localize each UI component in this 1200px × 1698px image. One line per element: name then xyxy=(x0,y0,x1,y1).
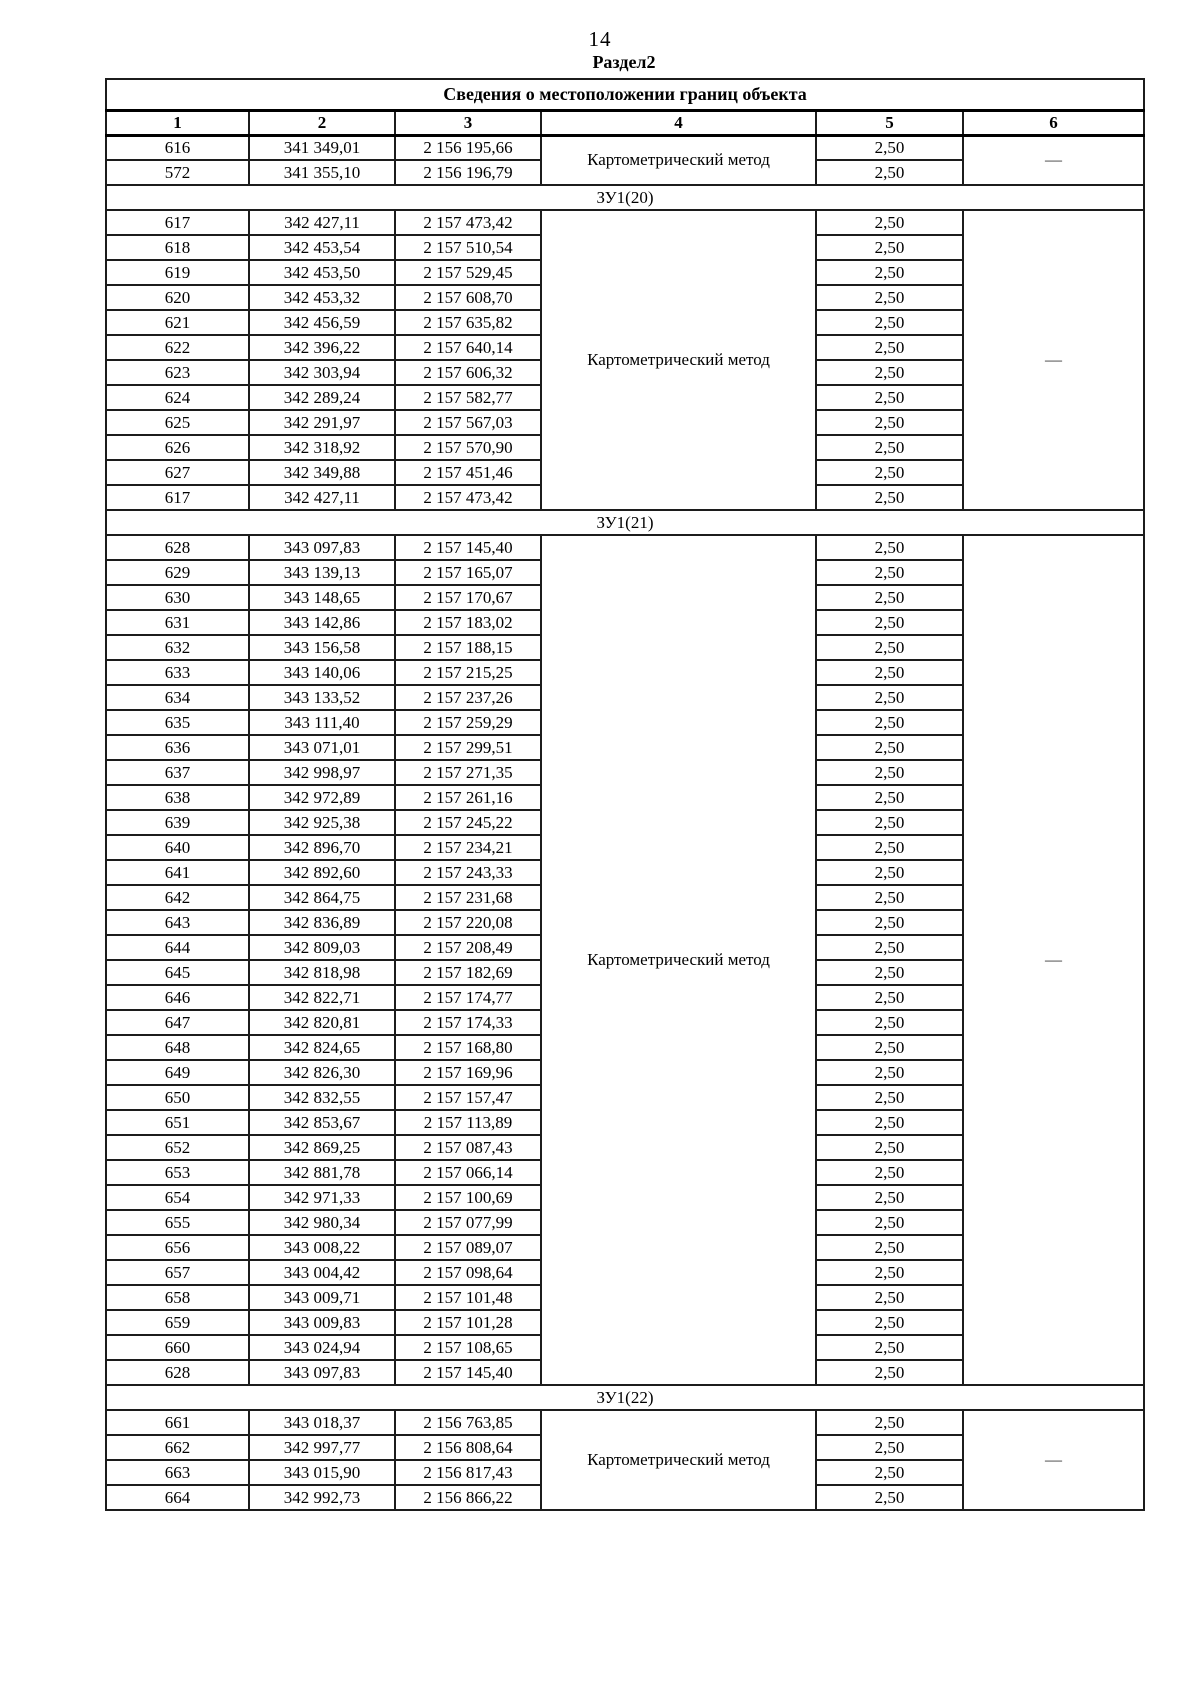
boundaries-table xyxy=(105,78,1145,1511)
coordinate-x-cell: 343 097,83 xyxy=(249,1360,395,1385)
boundary-note-cell: — xyxy=(963,1410,1144,1510)
point-number-cell: 646 xyxy=(106,985,249,1010)
coordinate-y-cell: 2 157 165,07 xyxy=(395,560,541,585)
precision-cell: 2,50 xyxy=(816,1485,963,1510)
column-header-row xyxy=(106,110,1144,135)
point-number-cell: 618 xyxy=(106,235,249,260)
point-number-cell: 664 xyxy=(106,1485,249,1510)
point-number-cell: 634 xyxy=(106,685,249,710)
table-title: Сведения о местоположении границ объекта xyxy=(106,79,1144,110)
coordinate-y-cell: 2 157 174,77 xyxy=(395,985,541,1010)
precision-cell: 2,50 xyxy=(816,1360,963,1385)
coordinate-y-cell: 2 157 101,48 xyxy=(395,1285,541,1310)
point-number-cell: 572 xyxy=(106,160,249,185)
precision-cell: 2,50 xyxy=(816,960,963,985)
precision-cell: 2,50 xyxy=(816,785,963,810)
precision-cell: 2,50 xyxy=(816,160,963,185)
coordinate-y-cell: 2 157 473,42 xyxy=(395,210,541,235)
coordinate-y-cell: 2 157 087,43 xyxy=(395,1135,541,1160)
precision-cell: 2,50 xyxy=(816,660,963,685)
coordinate-y-cell: 2 157 113,89 xyxy=(395,1110,541,1135)
precision-cell: 2,50 xyxy=(816,1285,963,1310)
point-number-cell: 619 xyxy=(106,260,249,285)
precision-cell: 2,50 xyxy=(816,410,963,435)
precision-cell: 2,50 xyxy=(816,1135,963,1160)
coordinate-y-cell: 2 157 168,80 xyxy=(395,1035,541,1060)
point-number-cell: 621 xyxy=(106,310,249,335)
point-number-cell: 629 xyxy=(106,560,249,585)
coordinate-row xyxy=(106,135,1144,160)
precision-cell: 2,50 xyxy=(816,860,963,885)
precision-cell: 2,50 xyxy=(816,685,963,710)
precision-cell: 2,50 xyxy=(816,1160,963,1185)
point-number-cell: 652 xyxy=(106,1135,249,1160)
coordinate-y-cell: 2 157 077,99 xyxy=(395,1210,541,1235)
point-number-cell: 626 xyxy=(106,435,249,460)
coordinate-x-cell: 342 822,71 xyxy=(249,985,395,1010)
precision-cell: 2,50 xyxy=(816,285,963,310)
precision-cell: 2,50 xyxy=(816,1085,963,1110)
precision-cell: 2,50 xyxy=(816,1335,963,1360)
coordinate-y-cell: 2 157 098,64 xyxy=(395,1260,541,1285)
coordinate-x-cell: 342 820,81 xyxy=(249,1010,395,1035)
precision-cell: 2,50 xyxy=(816,460,963,485)
precision-cell: 2,50 xyxy=(816,435,963,460)
boundary-note-cell: — xyxy=(963,535,1144,1385)
coordinate-row xyxy=(106,535,1144,560)
point-number-cell: 632 xyxy=(106,635,249,660)
coordinate-y-cell: 2 157 215,25 xyxy=(395,660,541,685)
coordinate-y-cell: 2 157 066,14 xyxy=(395,1160,541,1185)
coordinate-y-cell: 2 156 817,43 xyxy=(395,1460,541,1485)
coordinate-y-cell: 2 157 170,67 xyxy=(395,585,541,610)
point-number-cell: 633 xyxy=(106,660,249,685)
coordinate-y-cell: 2 157 473,42 xyxy=(395,485,541,510)
point-number-cell: 639 xyxy=(106,810,249,835)
point-number-cell: 657 xyxy=(106,1260,249,1285)
point-number-cell: 627 xyxy=(106,460,249,485)
precision-cell: 2,50 xyxy=(816,1410,963,1435)
parcel-section-row xyxy=(106,1385,1144,1410)
coordinate-y-cell: 2 156 866,22 xyxy=(395,1485,541,1510)
precision-cell: 2,50 xyxy=(816,260,963,285)
column-header: 1 xyxy=(106,110,249,135)
point-number-cell: 651 xyxy=(106,1110,249,1135)
coordinate-y-cell: 2 157 529,45 xyxy=(395,260,541,285)
coordinate-x-cell: 342 826,30 xyxy=(249,1060,395,1085)
precision-cell: 2,50 xyxy=(816,1235,963,1260)
point-number-cell: 663 xyxy=(106,1460,249,1485)
precision-cell: 2,50 xyxy=(816,310,963,335)
coordinate-y-cell: 2 157 145,40 xyxy=(395,1360,541,1385)
coordinate-x-cell: 342 881,78 xyxy=(249,1160,395,1185)
point-number-cell: 636 xyxy=(106,735,249,760)
point-number-cell: 647 xyxy=(106,1010,249,1035)
method-cell: Картометрический метод xyxy=(541,135,816,185)
coordinate-x-cell: 342 972,89 xyxy=(249,785,395,810)
precision-cell: 2,50 xyxy=(816,560,963,585)
coordinate-x-cell: 342 824,65 xyxy=(249,1035,395,1060)
coordinate-x-cell: 342 456,59 xyxy=(249,310,395,335)
point-number-cell: 660 xyxy=(106,1335,249,1360)
precision-cell: 2,50 xyxy=(816,585,963,610)
point-number-cell: 637 xyxy=(106,760,249,785)
coordinate-y-cell: 2 157 640,14 xyxy=(395,335,541,360)
coordinate-x-cell: 343 140,06 xyxy=(249,660,395,685)
point-number-cell: 653 xyxy=(106,1160,249,1185)
coordinate-x-cell: 343 008,22 xyxy=(249,1235,395,1260)
coordinate-x-cell: 342 427,11 xyxy=(249,210,395,235)
column-header: 2 xyxy=(249,110,395,135)
coordinate-x-cell: 342 396,22 xyxy=(249,335,395,360)
coordinate-y-cell: 2 157 234,21 xyxy=(395,835,541,860)
coordinate-x-cell: 342 818,98 xyxy=(249,960,395,985)
method-cell: Картометрический метод xyxy=(541,210,816,510)
table-title-row xyxy=(106,79,1144,110)
parcel-section-label: ЗУ1(21) xyxy=(106,510,1144,535)
precision-cell: 2,50 xyxy=(816,835,963,860)
coordinate-y-cell: 2 157 259,29 xyxy=(395,710,541,735)
precision-cell: 2,50 xyxy=(816,210,963,235)
point-number-cell: 648 xyxy=(106,1035,249,1060)
coordinate-x-cell: 342 453,54 xyxy=(249,235,395,260)
coordinate-y-cell: 2 157 237,26 xyxy=(395,685,541,710)
coordinate-x-cell: 343 156,58 xyxy=(249,635,395,660)
precision-cell: 2,50 xyxy=(816,1260,963,1285)
table-body xyxy=(106,135,1144,1510)
coordinate-x-cell: 342 853,67 xyxy=(249,1110,395,1135)
coordinate-x-cell: 343 004,42 xyxy=(249,1260,395,1285)
precision-cell: 2,50 xyxy=(816,735,963,760)
coordinate-y-cell: 2 157 608,70 xyxy=(395,285,541,310)
point-number-cell: 622 xyxy=(106,335,249,360)
method-cell: Картометрический метод xyxy=(541,1410,816,1510)
coordinate-y-cell: 2 157 174,33 xyxy=(395,1010,541,1035)
point-number-cell: 659 xyxy=(106,1310,249,1335)
column-header: 3 xyxy=(395,110,541,135)
precision-cell: 2,50 xyxy=(816,535,963,560)
point-number-cell: 643 xyxy=(106,910,249,935)
precision-cell: 2,50 xyxy=(816,360,963,385)
point-number-cell: 616 xyxy=(106,135,249,160)
coordinate-x-cell: 342 303,94 xyxy=(249,360,395,385)
coordinate-x-cell: 342 971,33 xyxy=(249,1185,395,1210)
section-heading: Раздел2 xyxy=(592,52,656,72)
precision-cell: 2,50 xyxy=(816,610,963,635)
coordinate-x-cell: 342 869,25 xyxy=(249,1135,395,1160)
parcel-section-row xyxy=(106,185,1144,210)
coordinate-y-cell: 2 157 299,51 xyxy=(395,735,541,760)
coordinate-x-cell: 343 071,01 xyxy=(249,735,395,760)
coordinate-y-cell: 2 157 169,96 xyxy=(395,1060,541,1085)
coordinate-y-cell: 2 157 188,15 xyxy=(395,635,541,660)
precision-cell: 2,50 xyxy=(816,1010,963,1035)
point-number-cell: 644 xyxy=(106,935,249,960)
coordinate-x-cell: 343 133,52 xyxy=(249,685,395,710)
precision-cell: 2,50 xyxy=(816,1460,963,1485)
coordinate-x-cell: 342 892,60 xyxy=(249,860,395,885)
coordinate-y-cell: 2 157 183,02 xyxy=(395,610,541,635)
coordinate-x-cell: 343 009,83 xyxy=(249,1310,395,1335)
precision-cell: 2,50 xyxy=(816,385,963,410)
coordinate-x-cell: 342 992,73 xyxy=(249,1485,395,1510)
precision-cell: 2,50 xyxy=(816,235,963,260)
point-number-cell: 630 xyxy=(106,585,249,610)
precision-cell: 2,50 xyxy=(816,710,963,735)
parcel-section-row xyxy=(106,510,1144,535)
point-number-cell: 617 xyxy=(106,485,249,510)
coordinate-x-cell: 342 453,50 xyxy=(249,260,395,285)
coordinate-x-cell: 343 111,40 xyxy=(249,710,395,735)
boundary-note-cell: — xyxy=(963,210,1144,510)
precision-cell: 2,50 xyxy=(816,985,963,1010)
coordinate-row xyxy=(106,1410,1144,1435)
coordinate-y-cell: 2 157 157,47 xyxy=(395,1085,541,1110)
precision-cell: 2,50 xyxy=(816,760,963,785)
coordinate-x-cell: 343 024,94 xyxy=(249,1335,395,1360)
coordinate-y-cell: 2 157 635,82 xyxy=(395,310,541,335)
precision-cell: 2,50 xyxy=(816,1310,963,1335)
coordinate-x-cell: 342 836,89 xyxy=(249,910,395,935)
precision-cell: 2,50 xyxy=(816,1110,963,1135)
coordinate-y-cell: 2 157 243,33 xyxy=(395,860,541,885)
coordinate-y-cell: 2 157 182,69 xyxy=(395,960,541,985)
coordinate-x-cell: 343 015,90 xyxy=(249,1460,395,1485)
coordinate-y-cell: 2 157 271,35 xyxy=(395,760,541,785)
coordinate-x-cell: 342 291,97 xyxy=(249,410,395,435)
point-number-cell: 650 xyxy=(106,1085,249,1110)
precision-cell: 2,50 xyxy=(816,935,963,960)
precision-cell: 2,50 xyxy=(816,1435,963,1460)
coordinate-y-cell: 2 157 582,77 xyxy=(395,385,541,410)
coordinate-x-cell: 342 925,38 xyxy=(249,810,395,835)
coordinate-x-cell: 343 142,86 xyxy=(249,610,395,635)
point-number-cell: 628 xyxy=(106,535,249,560)
coordinate-y-cell: 2 157 245,22 xyxy=(395,810,541,835)
point-number-cell: 638 xyxy=(106,785,249,810)
precision-cell: 2,50 xyxy=(816,335,963,360)
parcel-section-label: ЗУ1(20) xyxy=(106,185,1144,210)
point-number-cell: 635 xyxy=(106,710,249,735)
coordinate-x-cell: 341 349,01 xyxy=(249,135,395,160)
point-number-cell: 662 xyxy=(106,1435,249,1460)
point-number-cell: 641 xyxy=(106,860,249,885)
precision-cell: 2,50 xyxy=(816,485,963,510)
coordinate-y-cell: 2 156 195,66 xyxy=(395,135,541,160)
page-number: 14 xyxy=(588,27,612,51)
column-header: 6 xyxy=(963,110,1144,135)
point-number-cell: 656 xyxy=(106,1235,249,1260)
coordinate-y-cell: 2 157 510,54 xyxy=(395,235,541,260)
point-number-cell: 649 xyxy=(106,1060,249,1085)
precision-cell: 2,50 xyxy=(816,885,963,910)
parcel-section-label: ЗУ1(22) xyxy=(106,1385,1144,1410)
point-number-cell: 658 xyxy=(106,1285,249,1310)
coordinate-x-cell: 342 453,32 xyxy=(249,285,395,310)
coordinate-x-cell: 342 896,70 xyxy=(249,835,395,860)
coordinate-y-cell: 2 157 570,90 xyxy=(395,435,541,460)
coordinate-x-cell: 343 018,37 xyxy=(249,1410,395,1435)
point-number-cell: 620 xyxy=(106,285,249,310)
coordinate-y-cell: 2 157 220,08 xyxy=(395,910,541,935)
coordinate-x-cell: 343 009,71 xyxy=(249,1285,395,1310)
coordinate-y-cell: 2 157 606,32 xyxy=(395,360,541,385)
column-header: 4 xyxy=(541,110,816,135)
precision-cell: 2,50 xyxy=(816,1210,963,1235)
point-number-cell: 645 xyxy=(106,960,249,985)
coordinate-x-cell: 342 980,34 xyxy=(249,1210,395,1235)
boundary-note-cell: — xyxy=(963,135,1144,185)
point-number-cell: 642 xyxy=(106,885,249,910)
coordinate-x-cell: 343 097,83 xyxy=(249,535,395,560)
column-header: 5 xyxy=(816,110,963,135)
point-number-cell: 640 xyxy=(106,835,249,860)
coordinate-y-cell: 2 157 451,46 xyxy=(395,460,541,485)
precision-cell: 2,50 xyxy=(816,1185,963,1210)
precision-cell: 2,50 xyxy=(816,1035,963,1060)
point-number-cell: 661 xyxy=(106,1410,249,1435)
coordinate-y-cell: 2 157 231,68 xyxy=(395,885,541,910)
coordinate-y-cell: 2 157 108,65 xyxy=(395,1335,541,1360)
point-number-cell: 628 xyxy=(106,1360,249,1385)
point-number-cell: 631 xyxy=(106,610,249,635)
point-number-cell: 623 xyxy=(106,360,249,385)
coordinate-y-cell: 2 157 261,16 xyxy=(395,785,541,810)
coordinate-x-cell: 342 997,77 xyxy=(249,1435,395,1460)
coordinate-y-cell: 2 157 101,28 xyxy=(395,1310,541,1335)
point-number-cell: 654 xyxy=(106,1185,249,1210)
coordinate-x-cell: 342 832,55 xyxy=(249,1085,395,1110)
precision-cell: 2,50 xyxy=(816,810,963,835)
coordinate-x-cell: 342 864,75 xyxy=(249,885,395,910)
coordinate-y-cell: 2 157 089,07 xyxy=(395,1235,541,1260)
point-number-cell: 655 xyxy=(106,1210,249,1235)
precision-cell: 2,50 xyxy=(816,135,963,160)
precision-cell: 2,50 xyxy=(816,635,963,660)
coordinate-y-cell: 2 156 763,85 xyxy=(395,1410,541,1435)
coordinate-y-cell: 2 157 208,49 xyxy=(395,935,541,960)
coordinate-y-cell: 2 156 196,79 xyxy=(395,160,541,185)
coordinate-x-cell: 342 318,92 xyxy=(249,435,395,460)
coordinate-x-cell: 342 289,24 xyxy=(249,385,395,410)
coordinate-x-cell: 342 998,97 xyxy=(249,760,395,785)
coordinate-y-cell: 2 157 567,03 xyxy=(395,410,541,435)
point-number-cell: 624 xyxy=(106,385,249,410)
coordinate-x-cell: 342 809,03 xyxy=(249,935,395,960)
point-number-cell: 625 xyxy=(106,410,249,435)
coordinate-y-cell: 2 157 100,69 xyxy=(395,1185,541,1210)
point-number-cell: 617 xyxy=(106,210,249,235)
coordinate-row xyxy=(106,210,1144,235)
coordinate-x-cell: 342 427,11 xyxy=(249,485,395,510)
coordinate-x-cell: 341 355,10 xyxy=(249,160,395,185)
coordinate-y-cell: 2 157 145,40 xyxy=(395,535,541,560)
coordinate-x-cell: 343 139,13 xyxy=(249,560,395,585)
method-cell: Картометрический метод xyxy=(541,535,816,1385)
precision-cell: 2,50 xyxy=(816,1060,963,1085)
coordinate-x-cell: 342 349,88 xyxy=(249,460,395,485)
precision-cell: 2,50 xyxy=(816,910,963,935)
coordinate-x-cell: 343 148,65 xyxy=(249,585,395,610)
coordinate-y-cell: 2 156 808,64 xyxy=(395,1435,541,1460)
